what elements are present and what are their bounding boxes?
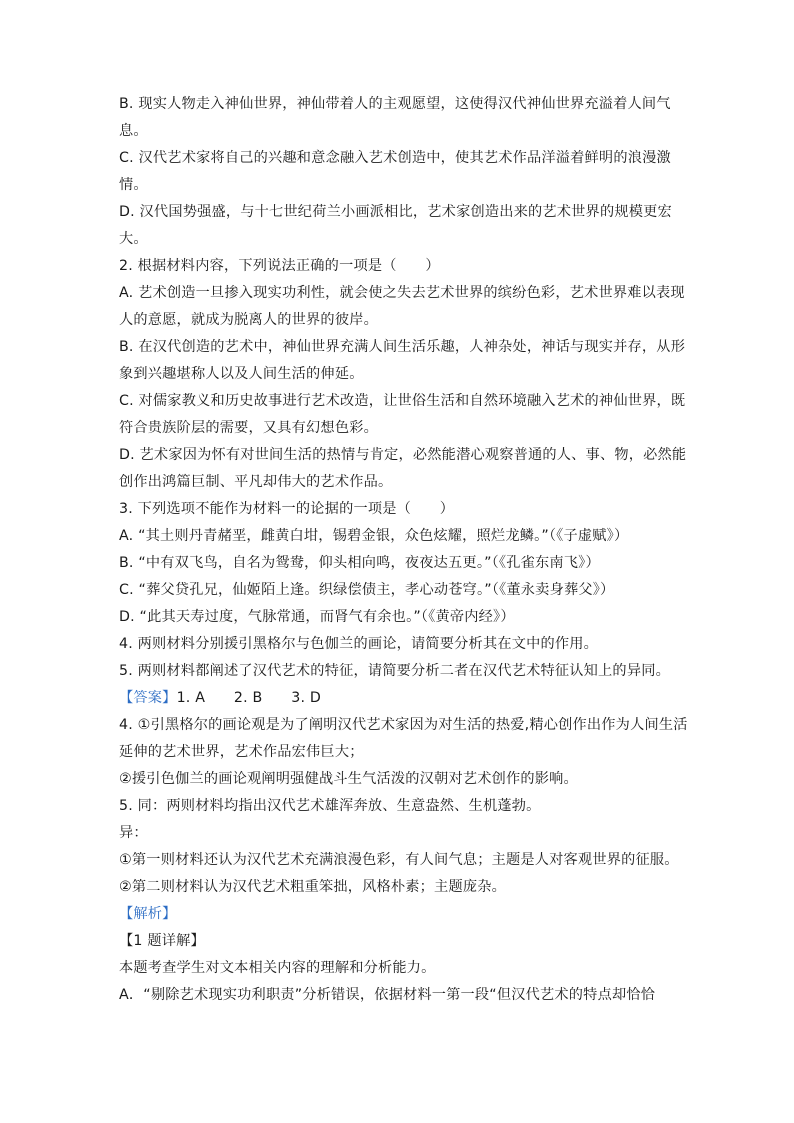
text-line: C. 汉代艺术家将自己的兴趣和意念融入艺术创造中，使其艺术作品洋溢着鲜明的浪漫激 [119, 150, 671, 166]
answer-line [119, 688, 679, 708]
text-line: 符合贵族阶层的需要，又具有幻想色彩。 [119, 420, 378, 436]
text-line: D. “此其天寿过度，气脉常通，而肾气有余也。”（《黄帝内经》） [119, 609, 515, 625]
text-line: 息。 [119, 123, 148, 139]
text-line: 延伸的艺术世界，艺术作品宏伟巨大； [119, 744, 364, 760]
text-line: D. 汉代国势强盛，与十七世纪荷兰小画派相比，艺术家创造出来的艺术世界的规模更宏 [119, 204, 672, 220]
answer-tag: 【答案】 [119, 690, 177, 706]
text-line: 5. 同：两则材料均指出汉代艺术雄浑奔放、生意盎然、生机蓬勃。 [119, 798, 541, 814]
text-line: 本题考查学生对文本相关内容的理解和分析能力。 [119, 960, 436, 976]
text-line: C. “葬父贷孔兄，仙姬陌上逢。织绿偿债主，孝心动苍穹。”（《董永卖身葬父》） [119, 582, 615, 598]
question-4: 4. 两则材料分别援引黑格尔与色伽兰的画论，请简要分析其在文中的作用。 [119, 636, 599, 652]
question-2: 2. 根据材料内容，下列说法正确的一项是（ ） [119, 258, 440, 274]
text-line: ①第一则材料还认为汉代艺术充满浪漫色彩，有人间气息；主题是人对客观世界的征服。 [119, 852, 679, 868]
text-line: D. 艺术家因为怀有对世间生活的热情与肯定，必然能潜心观察普通的人、事、物，必然能 [119, 447, 687, 463]
text-line: ②援引色伽兰的画论观阐明强健战斗生气活泼的汉朝对艺术创作的影响。 [119, 771, 578, 787]
answer-values: 1. A 2. B 3. D [176, 690, 322, 706]
text-line: C. 对儒家教义和历史故事进行艺术改造，让世俗生活和自然环境融入艺术的神仙世界，既 [119, 393, 686, 409]
text-line: B. 现实人物走入神仙世界，神仙带着人的主观愿望，这使得汉代神仙世界充溢着人间气 [119, 96, 671, 112]
question-5: 5. 两则材料都阐述了汉代艺术的特征，请简要分析二者在汉代艺术特征认知上的异同。 [119, 663, 670, 679]
section-heading: 【1 题详解】 [119, 933, 205, 949]
text-line: 大。 [119, 231, 148, 247]
analysis-line [119, 904, 679, 924]
text-line: 创作出鸿篇巨制、平凡却伟大的艺术作品。 [119, 474, 393, 490]
text-line: B. 在汉代创造的艺术中，神仙世界充满人间生活乐趣，人神杂处，神话与现实并存，从形 [119, 339, 686, 355]
text-line: B. “中有双飞鸟，自名为鸳鸯，仰头相向鸣，夜夜达五更。”（《孔雀东南飞》） [119, 555, 600, 571]
text-line: 4. ①引黑格尔的画论观是为了阐明汉代艺术家因为对生活的热爱,精心创作出作为人间生活 [119, 717, 688, 733]
text-line: 情。 [119, 177, 148, 193]
text-line: ②第二则材料认为汉代艺术粗重笨拙，风格朴素；主题庞杂。 [119, 879, 506, 895]
text-line: A．“剔除艺术现实功利职责”分析错误，依据材料一第一段“但汉代艺术的特点却恰恰 [119, 987, 656, 1003]
text-line: A. “其土则丹青赭垩，雌黄白坩，锡碧金银，众色炫耀，照烂龙鳞。”（《子虚赋》） [119, 528, 629, 544]
text-line: A. 艺术创造一旦掺入现实功利性，就会使之失去艺术世界的缤纷色彩，艺术世界难以表现 [119, 285, 685, 301]
question-3: 3. 下列选项不能作为材料一的论据的一项是（ ） [119, 501, 455, 517]
analysis-tag: 【解析】 [119, 906, 177, 922]
text-line: 人的意愿，就成为脱离人的世界的彼岸。 [119, 312, 378, 328]
text-line: 异： [119, 825, 148, 841]
text-line: 象到兴趣堪称人以及人间生活的伸延。 [119, 366, 364, 382]
